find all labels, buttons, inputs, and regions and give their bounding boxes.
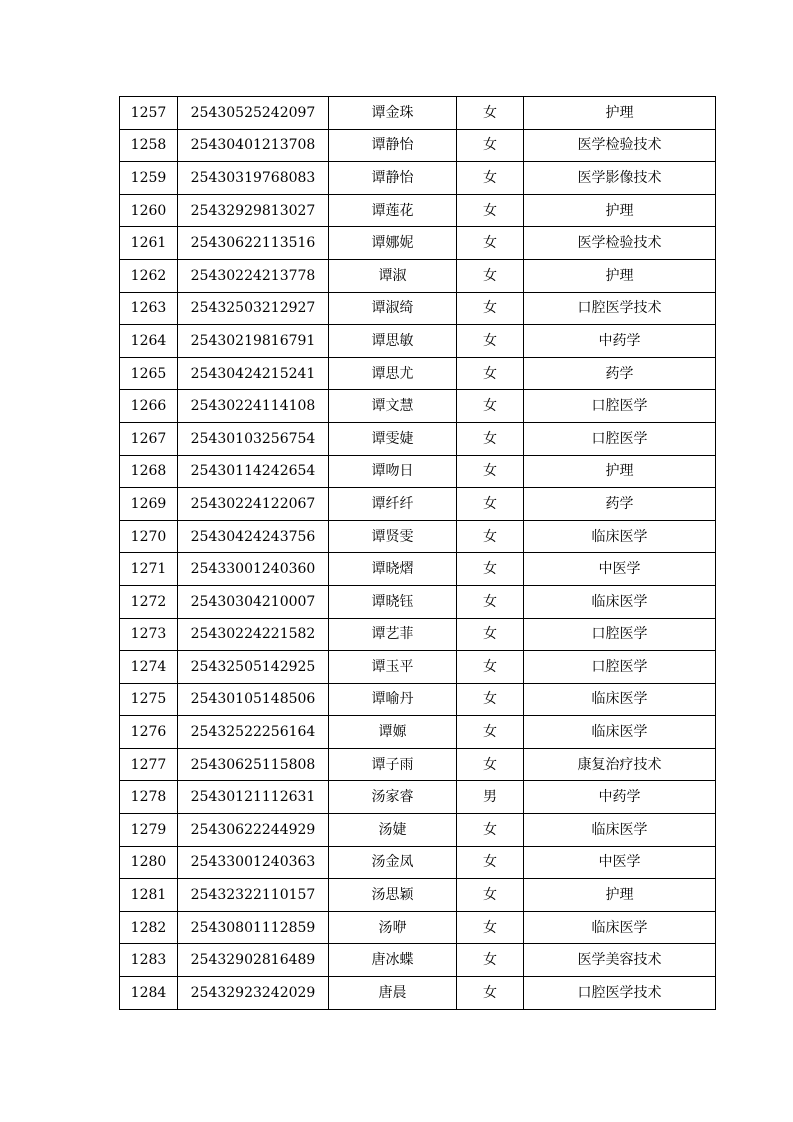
table-row (120, 683, 716, 716)
serial-number-cell: 1276 (120, 716, 178, 749)
candidate-id-cell: 25430103256754 (178, 422, 329, 455)
serial-number-cell: 1264 (120, 325, 178, 358)
candidate-id-cell: 25430224221582 (178, 618, 329, 651)
student-name-cell: 谭贤雯 (329, 520, 457, 553)
serial-number-cell: 1281 (120, 879, 178, 912)
student-name-cell: 谭思敏 (329, 325, 457, 358)
serial-number-cell: 1282 (120, 911, 178, 944)
candidate-id-cell: 25430319768083 (178, 162, 329, 195)
major-cell: 临床医学 (524, 585, 716, 618)
serial-number-cell: 1284 (120, 977, 178, 1010)
gender-cell: 女 (457, 422, 524, 455)
gender-cell: 女 (457, 194, 524, 227)
major-cell: 临床医学 (524, 683, 716, 716)
gender-cell: 女 (457, 553, 524, 586)
student-name-cell: 谭喻丹 (329, 683, 457, 716)
candidate-id-cell: 25430401213708 (178, 129, 329, 162)
major-cell: 中医学 (524, 553, 716, 586)
student-name-cell: 谭思尤 (329, 357, 457, 390)
roster-table-body (120, 97, 716, 1010)
student-name-cell: 谭嫄 (329, 716, 457, 749)
serial-number-cell: 1265 (120, 357, 178, 390)
student-name-cell: 谭静怡 (329, 129, 457, 162)
serial-number-cell: 1262 (120, 259, 178, 292)
serial-number-cell: 1277 (120, 748, 178, 781)
gender-cell: 女 (457, 977, 524, 1010)
major-cell: 护理 (524, 455, 716, 488)
student-name-cell: 汤婕 (329, 814, 457, 847)
student-name-cell: 谭吻日 (329, 455, 457, 488)
gender-cell: 男 (457, 781, 524, 814)
candidate-id-cell: 25430424215241 (178, 357, 329, 390)
student-name-cell: 谭淑 (329, 259, 457, 292)
gender-cell: 女 (457, 683, 524, 716)
candidate-id-cell: 25432902816489 (178, 944, 329, 977)
major-cell: 临床医学 (524, 911, 716, 944)
table-row (120, 325, 716, 358)
gender-cell: 女 (457, 129, 524, 162)
candidate-id-cell: 25430424243756 (178, 520, 329, 553)
student-name-cell: 谭静怡 (329, 162, 457, 195)
table-row (120, 911, 716, 944)
table-row (120, 585, 716, 618)
student-name-cell: 谭玉平 (329, 651, 457, 684)
table-row (120, 227, 716, 260)
table-row (120, 651, 716, 684)
table-row (120, 422, 716, 455)
major-cell: 口腔医学技术 (524, 292, 716, 325)
serial-number-cell: 1257 (120, 97, 178, 130)
student-name-cell: 谭莲花 (329, 194, 457, 227)
candidate-id-cell: 25430304210007 (178, 585, 329, 618)
gender-cell: 女 (457, 716, 524, 749)
serial-number-cell: 1278 (120, 781, 178, 814)
serial-number-cell: 1266 (120, 390, 178, 423)
serial-number-cell: 1273 (120, 618, 178, 651)
candidate-id-cell: 25430224114108 (178, 390, 329, 423)
serial-number-cell: 1263 (120, 292, 178, 325)
serial-number-cell: 1260 (120, 194, 178, 227)
major-cell: 中药学 (524, 781, 716, 814)
major-cell: 药学 (524, 488, 716, 521)
candidate-id-cell: 25430224122067 (178, 488, 329, 521)
table-row (120, 488, 716, 521)
table-row (120, 814, 716, 847)
candidate-id-cell: 25430801112859 (178, 911, 329, 944)
gender-cell: 女 (457, 651, 524, 684)
major-cell: 临床医学 (524, 814, 716, 847)
table-row (120, 618, 716, 651)
candidate-id-cell: 25432322110157 (178, 879, 329, 912)
student-name-cell: 谭艺菲 (329, 618, 457, 651)
candidate-id-cell: 25432929813027 (178, 194, 329, 227)
student-name-cell: 谭晓熠 (329, 553, 457, 586)
serial-number-cell: 1271 (120, 553, 178, 586)
student-name-cell: 谭子雨 (329, 748, 457, 781)
serial-number-cell: 1269 (120, 488, 178, 521)
gender-cell: 女 (457, 97, 524, 130)
major-cell: 临床医学 (524, 716, 716, 749)
major-cell: 口腔医学技术 (524, 977, 716, 1010)
gender-cell: 女 (457, 325, 524, 358)
student-name-cell: 唐晨 (329, 977, 457, 1010)
major-cell: 康复治疗技术 (524, 748, 716, 781)
major-cell: 医学美容技术 (524, 944, 716, 977)
candidate-id-cell: 25433001240360 (178, 553, 329, 586)
candidate-id-cell: 25433001240363 (178, 846, 329, 879)
serial-number-cell: 1279 (120, 814, 178, 847)
candidate-id-cell: 25430625115808 (178, 748, 329, 781)
table-row (120, 357, 716, 390)
table-row (120, 846, 716, 879)
table-row (120, 977, 716, 1010)
candidate-id-cell: 25432505142925 (178, 651, 329, 684)
major-cell: 医学检验技术 (524, 227, 716, 260)
student-name-cell: 谭金珠 (329, 97, 457, 130)
student-name-cell: 汤思颖 (329, 879, 457, 912)
major-cell: 口腔医学 (524, 651, 716, 684)
major-cell: 护理 (524, 194, 716, 227)
table-row (120, 781, 716, 814)
table-row (120, 748, 716, 781)
major-cell: 口腔医学 (524, 618, 716, 651)
candidate-id-cell: 25430114242654 (178, 455, 329, 488)
major-cell: 临床医学 (524, 520, 716, 553)
gender-cell: 女 (457, 227, 524, 260)
candidate-id-cell: 25430525242097 (178, 97, 329, 130)
gender-cell: 女 (457, 748, 524, 781)
candidate-id-cell: 25430622113516 (178, 227, 329, 260)
table-row (120, 879, 716, 912)
student-name-cell: 汤家睿 (329, 781, 457, 814)
candidate-id-cell: 25430121112631 (178, 781, 329, 814)
candidate-id-cell: 25430622244929 (178, 814, 329, 847)
major-cell: 药学 (524, 357, 716, 390)
gender-cell: 女 (457, 618, 524, 651)
table-row (120, 944, 716, 977)
serial-number-cell: 1275 (120, 683, 178, 716)
candidate-id-cell: 25432522256164 (178, 716, 329, 749)
gender-cell: 女 (457, 390, 524, 423)
serial-number-cell: 1258 (120, 129, 178, 162)
major-cell: 医学检验技术 (524, 129, 716, 162)
student-name-cell: 谭娜妮 (329, 227, 457, 260)
serial-number-cell: 1272 (120, 585, 178, 618)
table-row (120, 553, 716, 586)
gender-cell: 女 (457, 357, 524, 390)
serial-number-cell: 1259 (120, 162, 178, 195)
major-cell: 医学影像技术 (524, 162, 716, 195)
gender-cell: 女 (457, 520, 524, 553)
student-name-cell: 唐冰蝶 (329, 944, 457, 977)
serial-number-cell: 1261 (120, 227, 178, 260)
major-cell: 口腔医学 (524, 390, 716, 423)
major-cell: 口腔医学 (524, 422, 716, 455)
gender-cell: 女 (457, 455, 524, 488)
gender-cell: 女 (457, 488, 524, 521)
student-name-cell: 谭文慧 (329, 390, 457, 423)
major-cell: 护理 (524, 879, 716, 912)
table-row (120, 292, 716, 325)
table-row (120, 194, 716, 227)
gender-cell: 女 (457, 944, 524, 977)
major-cell: 护理 (524, 259, 716, 292)
serial-number-cell: 1283 (120, 944, 178, 977)
candidate-id-cell: 25432923242029 (178, 977, 329, 1010)
roster-table (119, 96, 716, 1010)
student-name-cell: 汤咿 (329, 911, 457, 944)
table-row (120, 455, 716, 488)
major-cell: 中医学 (524, 846, 716, 879)
candidate-id-cell: 25430105148506 (178, 683, 329, 716)
candidate-id-cell: 25430224213778 (178, 259, 329, 292)
student-name-cell: 谭晓钰 (329, 585, 457, 618)
serial-number-cell: 1274 (120, 651, 178, 684)
table-row (120, 162, 716, 195)
student-name-cell: 谭淑绮 (329, 292, 457, 325)
gender-cell: 女 (457, 292, 524, 325)
serial-number-cell: 1268 (120, 455, 178, 488)
gender-cell: 女 (457, 814, 524, 847)
major-cell: 护理 (524, 97, 716, 130)
student-name-cell: 谭纤纤 (329, 488, 457, 521)
serial-number-cell: 1270 (120, 520, 178, 553)
serial-number-cell: 1267 (120, 422, 178, 455)
gender-cell: 女 (457, 162, 524, 195)
table-row (120, 129, 716, 162)
table-row (120, 259, 716, 292)
table-row (120, 520, 716, 553)
gender-cell: 女 (457, 846, 524, 879)
table-row (120, 716, 716, 749)
table-row (120, 97, 716, 130)
candidate-id-cell: 25432503212927 (178, 292, 329, 325)
table-row (120, 390, 716, 423)
major-cell: 中药学 (524, 325, 716, 358)
candidate-id-cell: 25430219816791 (178, 325, 329, 358)
gender-cell: 女 (457, 585, 524, 618)
serial-number-cell: 1280 (120, 846, 178, 879)
student-name-cell: 谭雯婕 (329, 422, 457, 455)
student-name-cell: 汤金凤 (329, 846, 457, 879)
gender-cell: 女 (457, 879, 524, 912)
gender-cell: 女 (457, 259, 524, 292)
gender-cell: 女 (457, 911, 524, 944)
